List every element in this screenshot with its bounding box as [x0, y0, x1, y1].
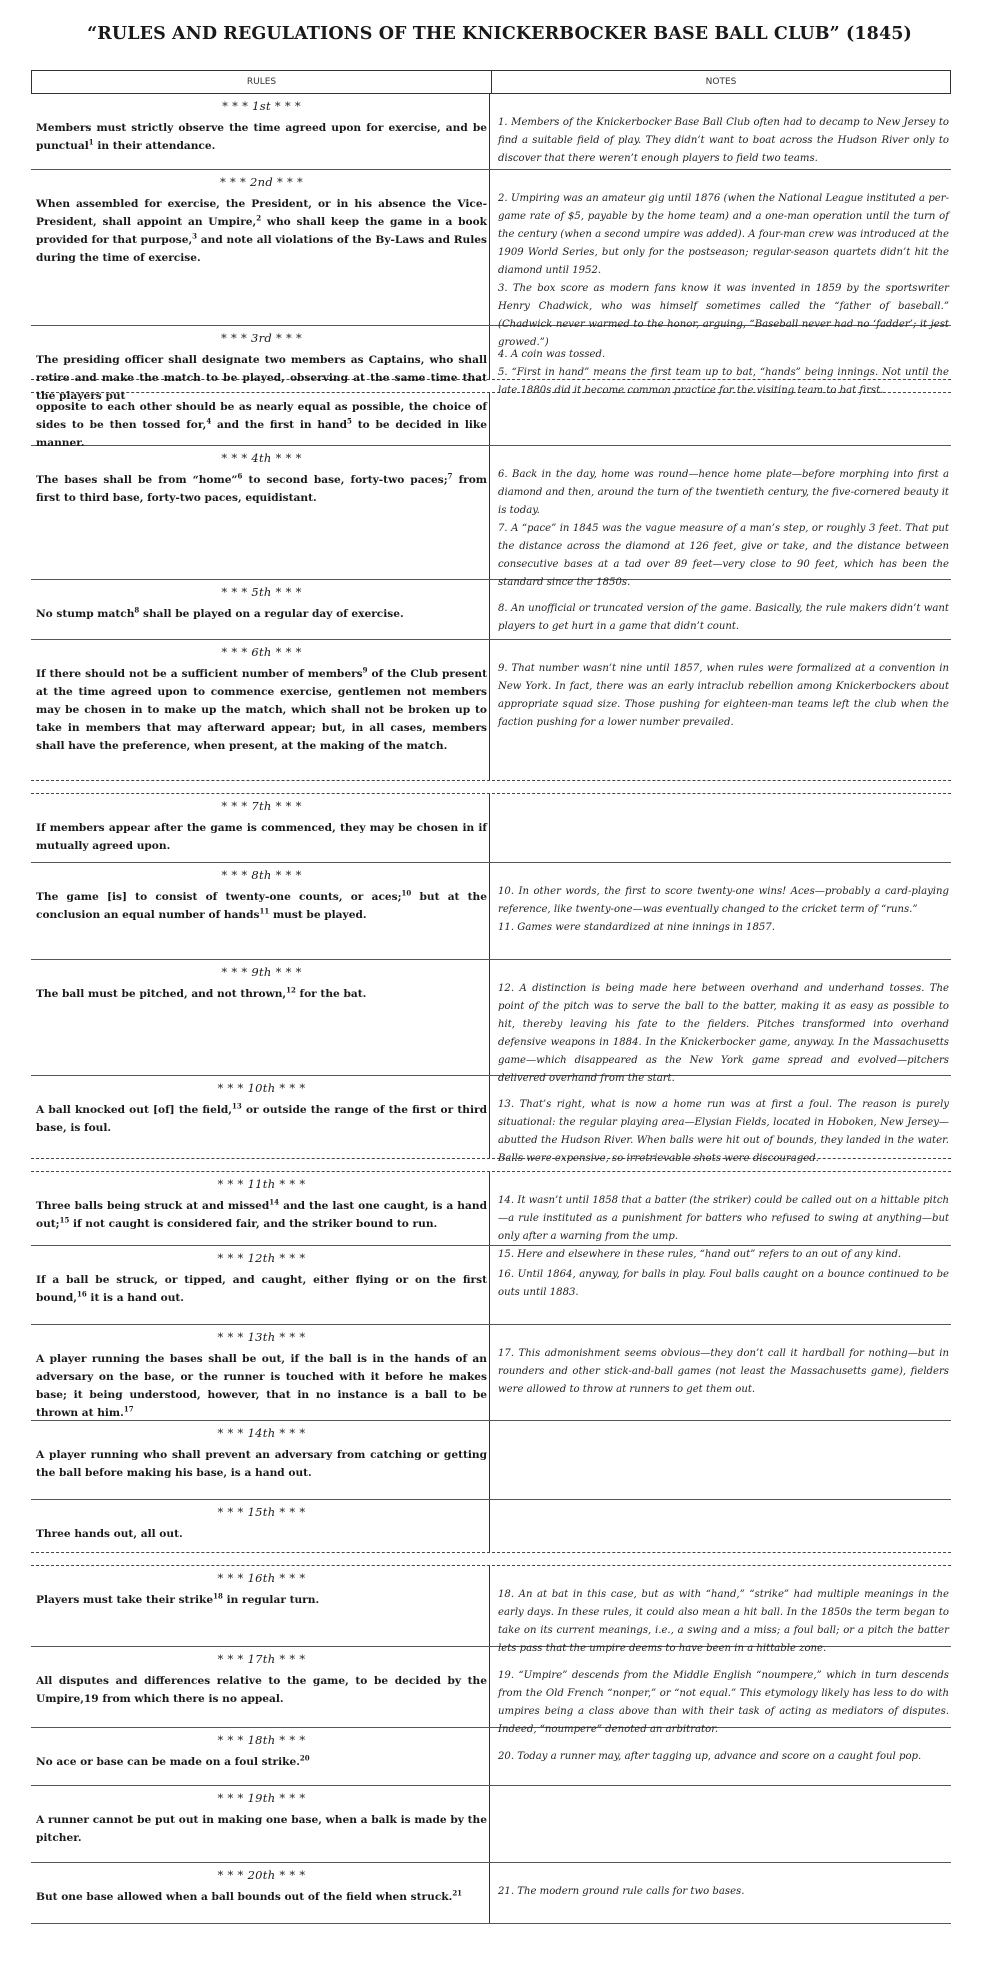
footnote: 6. Back in the day, home was round—hence home plate—before morphing into first a diamond and then, around the turn of the twentieth century, the five-cornered beauty it is today. [498, 469, 949, 516]
rule-cell [31, 1863, 490, 1923]
rule-cell [31, 960, 490, 1075]
rule-text-segment: shall be played on a regular day of exercise. [139, 608, 404, 620]
rule-row [31, 393, 951, 449]
rules-column-header: RULES [32, 71, 492, 93]
rule-text-segment: A runner cannot be put out in making one base, when a balk is made by the pitcher. [36, 1814, 487, 1844]
article-number: * * * 11th * * * [217, 1177, 306, 1191]
article-number: * * * 4th * * * [221, 451, 302, 465]
rule-text-segment: Three balls being struck at and missed [36, 1200, 270, 1212]
notes-cell [490, 1325, 951, 1420]
rule-text-segment: The game [is] to consist of twenty-one counts, or aces; [36, 891, 402, 903]
article-number: * * * 8th * * * [221, 868, 302, 882]
rule-row [31, 1076, 951, 1164]
notes-cell [490, 1076, 951, 1164]
rule-cell [31, 1566, 490, 1646]
rule-text-segment: The presiding officer shall designate two members as Captains, who shall retire and make the match to be played, observing at the same time that the players put [36, 354, 487, 402]
rule-cell [31, 446, 490, 579]
rule-text-segment: No ace or base can be made on a foul strike. [36, 1756, 300, 1768]
table-header [31, 70, 951, 94]
footnote: 10. In other words, the first to score twenty-one wins! Aces—probably a card-playing reference, like twenty-one—was eventually changed to the cricket term of “runs.” [498, 886, 949, 915]
footnote-marker: 20 [299, 1753, 310, 1763]
footnote: 1. Members of the Knickerbocker Base Ball Club often had to decamp to New Jersey to find a suitable field of play. They didn’t want to boat across the Hudson River only to discover that there weren’t enough players to field two teams. [498, 117, 949, 164]
rule-text-segment: of the Club present at the time agreed upon to commence exercise, gentlemen not members may be chosen in to make up the match, which shall not be broken up to take in members that may afterward appear; but, in all cases, members shall have the preference, when present, at the making of the match. [36, 668, 488, 752]
rule-text [36, 1197, 487, 1233]
notes-cell [490, 94, 951, 169]
article-number: * * * 12th * * * [217, 1251, 306, 1265]
footnote: 21. The modern ground rule calls for two bases. [498, 1886, 745, 1897]
rule-row [31, 1728, 951, 1786]
rule-text-segment: If a ball be struck, or tipped, and caught, either flying or on the first bound, [36, 1274, 487, 1304]
article-number: * * * 16th * * * [217, 1571, 306, 1585]
rule-text [36, 195, 487, 267]
rule-text [36, 119, 487, 155]
article-number: * * * 3rd * * * [220, 331, 303, 345]
footnote: 12. A distinction is being made here between overhand and underhand tosses. The point of the pitch was to serve the ball to the batter, making it as easy as possible to hit, thereby leaving his fate to the fielders. Pitches transformed into overhand defensive weapons in 1884. In the Knickerbocker game, anyway. In the Massachusetts game—which disappeared as the New York game spread and evolved—pitchers delivered overhand from the start. [498, 983, 949, 1084]
rule-row [31, 794, 951, 863]
rule-text-segment: A ball knocked out [of] the field, [36, 1104, 232, 1116]
notes-cell [490, 170, 951, 348]
notes-cell [490, 960, 951, 1084]
footnote-marker: 6 [237, 471, 243, 481]
rule-cell [31, 1076, 490, 1158]
rule-text-segment: it is a hand out. [86, 1292, 184, 1304]
notes-cell [490, 1421, 951, 1499]
notes-cell [490, 580, 951, 639]
footnote-marker: 21 [452, 1888, 463, 1898]
footnote: 3. The box score as modern fans know it was invented in 1859 by the sportswriter Henry Chadwick, who was himself sometimes called the “father of baseball.” (Chadwick never warmed to the honor, arguing, “Baseball never had no ‘fadder’; it jest growed.”) [498, 283, 949, 348]
rule-text [36, 1591, 487, 1609]
notes-cell [490, 1863, 951, 1923]
rule-text [36, 1753, 487, 1771]
rule-text-segment: No stump match [36, 608, 135, 620]
notes-cell [490, 794, 951, 862]
rule-text-segment: and note all violations of the By-Laws and Rules during the time of exercise. [36, 234, 487, 264]
notes-cell [490, 1647, 951, 1735]
rule-row [31, 1500, 951, 1552]
rule-row [31, 94, 951, 170]
rule-row [31, 960, 951, 1084]
rule-text-segment: in their attendance. [93, 140, 216, 152]
rule-text [36, 605, 487, 623]
footnote-marker: 5 [347, 416, 352, 426]
rule-cell [31, 1325, 490, 1420]
rules-table [31, 70, 951, 1924]
footnote-marker: 16 [76, 1289, 87, 1299]
rule-text [36, 398, 487, 452]
article-number: * * * 5th * * * [221, 585, 302, 599]
rule-text-segment: A player running the bases shall be out, if the ball is in the hands of an adversary on the base, or the runner is touched with it before he makes base; it being understood, however, that in no instance is a ball to be thrown at him. [36, 1353, 487, 1419]
footnote-marker: 4 [206, 416, 212, 426]
rule-cell [31, 1500, 490, 1552]
rule-row [31, 1786, 951, 1863]
rule-text [36, 1811, 487, 1847]
rule-row [31, 1421, 951, 1500]
page-break-gap [31, 781, 951, 793]
rule-text [36, 1525, 487, 1543]
notes-cell [490, 1500, 951, 1552]
rule-cell [31, 640, 490, 780]
rule-text [36, 1888, 487, 1906]
article-number: * * * 2nd * * * [219, 175, 304, 189]
rule-cell [31, 94, 490, 169]
footnote-marker: 8 [134, 605, 140, 615]
footnote: 9. That number wasn’t nine until 1857, when rules were formalized at a convention in New York. In fact, there was an early intraclub rebellion among Knickerbockers about appropriate squad size. Those pushing for eighteen-man teams left the club when the faction pushing for a lower number prevailed. [498, 663, 949, 728]
footnote: 16. Until 1864, anyway, for balls in play. Foul balls caught on a bounce continued to be outs until 1883. [498, 1269, 949, 1298]
article-number: * * * 9th * * * [221, 965, 302, 979]
footnote-marker: 10 [401, 888, 412, 898]
notes-cell [490, 1728, 951, 1785]
rule-cell [31, 794, 490, 862]
rule-row [31, 1863, 951, 1924]
rule-cell [31, 1647, 490, 1727]
rule-row [31, 1647, 951, 1735]
rule-text-segment: If members appear after the game is commenced, they may be chosen in if mutually agreed upon. [36, 822, 487, 852]
article-number: * * * 13th * * * [217, 1330, 306, 1344]
article-number: * * * 7th * * * [221, 799, 302, 813]
rule-row [31, 1325, 951, 1421]
notes-column-header: NOTES [705, 77, 737, 87]
rule-text [36, 1350, 487, 1422]
notes-cell [490, 863, 951, 959]
notes-cell [490, 1566, 951, 1654]
rule-text-segment: opposite to each other should be as nearly equal as possible, the choice of sides to be then tossed for, [36, 401, 487, 431]
footnote: 17. This admonishment seems obvious—they don’t call it hardball for nothing—but in rounders and other stick-and-ball games (not least the Massachusetts game), fielders were allowed to throw at runners to get them out. [498, 1348, 949, 1395]
rule-row [31, 580, 951, 640]
article-number: * * * 17th * * * [217, 1652, 306, 1666]
footnote: 20. Today a runner may, after tagging up, advance and score on a caught foul pop. [498, 1751, 922, 1762]
rule-text-segment: Players must take their strike [36, 1594, 214, 1606]
rules-body [31, 94, 951, 1924]
article-number: * * * 1st * * * [222, 99, 301, 113]
rule-text-segment: But one base allowed when a ball bounds out of the field when struck. [36, 1891, 453, 1903]
footnote-marker: 13 [232, 1101, 242, 1111]
footnote: 7. A “pace” in 1845 was the vague measure of a man’s step, or roughly 3 feet. That put the distance across the diamond at 126 feet, give or take, and the distance between consecutive bases at a tad over 89 feet—very close to 90 feet, which has been the standard since the 1850s. [498, 523, 949, 588]
article-number: * * * 20th * * * [217, 1868, 306, 1882]
footnote-marker: 15 [59, 1215, 70, 1225]
footnote: 18. An at bat in this case, but as with “hand,” “strike” had multiple meanings in the early days. In these rules, it could also mean a hit ball. In the 1850s the term began to take on its current meanings, i.e., a swing and a miss; a foul ball; or a pitch the batter lets pass that the umpire deems to have been in a hittable zone. [498, 1589, 949, 1654]
rule-text-segment: from first to third base, forty-two paces, equidistant. [36, 474, 487, 504]
footnote: 13. That’s right, what is now a home run was at first a foul. The reason is purely situational: the regular playing area—Elysian Fields, located in Hoboken, New Jersey—abutted the Hudson River. When balls were hit out of bounds, they landed in the water. Balls were expensive, so irretrievable shots were discouraged. [498, 1099, 949, 1164]
notes-cell [490, 446, 951, 588]
footnote: 4. A coin was tossed. [498, 349, 606, 360]
rule-row [31, 1566, 951, 1654]
article-number: * * * 10th * * * [217, 1081, 306, 1095]
article-number: * * * 15th * * * [217, 1505, 306, 1519]
notes-cell [490, 1786, 951, 1862]
notes-cell [490, 640, 951, 780]
rule-text-segment: but at the conclusion an equal number of hands [36, 891, 487, 921]
footnote: 19. “Umpire” descends from the Middle English “noumpere,” which in turn descends from the Old French “nonper,” or “not equal.” This etymology likely has less to do with umpires being a class above than with their task of acting as mediators of disputes. Indeed, “noumpere” denoted an arbitrator. [498, 1670, 949, 1735]
rule-row [31, 1246, 951, 1325]
rule-cell [31, 580, 490, 639]
footnote: 14. It wasn’t until 1858 that a batter (the striker) could be called out on a hittable pitch—a rule instituted as a punishment for batters who refused to swing at anything—but only after a warning from the ump. [498, 1195, 949, 1242]
rule-cell [31, 170, 490, 325]
rule-text-segment: must be played. [269, 909, 367, 921]
footnote: 8. An unofficial or truncated version of the game. Basically, the rule makers didn’t want players to get hurt in a game that didn’t count. [498, 603, 949, 632]
article-number: * * * 14th * * * [217, 1426, 306, 1440]
footnote-marker: 14 [269, 1197, 280, 1207]
notes-cell [490, 1172, 951, 1260]
rule-text-segment: if not caught is considered fair, and the striker bound to run. [69, 1218, 438, 1230]
rule-text-segment: If there should not be a sufficient number of members [36, 668, 363, 680]
rule-row [31, 640, 951, 780]
rule-text [36, 471, 487, 507]
article-number: * * * 6th * * * [221, 645, 302, 659]
rule-text-segment: A player running who shall prevent an adversary from catching or getting the ball before making his base, is a hand out. [36, 1449, 487, 1479]
rule-cell [31, 1421, 490, 1499]
notes-cell [490, 326, 951, 396]
page-title: “RULES AND REGULATIONS OF THE KNICKERBOCKER BASE BALL CLUB” (1845) [87, 24, 912, 44]
rule-cell [31, 1786, 490, 1862]
footnote-marker: 2 [256, 213, 262, 223]
rule-text-segment: The ball must be pitched, and not thrown, [36, 988, 287, 1000]
rule-text-segment: for the bat. [295, 988, 367, 1000]
rule-row [31, 446, 951, 588]
footnote: 5. “First in hand” means the first team up to bat, “hands” being innings. Not until the late 1880s did it become common practice for the visiting team to bat first. [498, 367, 949, 396]
rule-text [36, 665, 487, 755]
rule-text [36, 888, 487, 924]
rule-text-segment: Three hands out, all out. [36, 1528, 183, 1540]
rule-cell [31, 393, 490, 449]
page-break-gap [31, 1553, 951, 1565]
footnote-marker: 11 [259, 906, 270, 916]
rule-text [36, 1101, 487, 1137]
footnote-marker: 12 [286, 985, 296, 995]
rule-text-segment: who shall keep the game in a book provided for that purpose, [36, 216, 487, 246]
footnote-marker: 7 [447, 471, 453, 481]
article-number: * * * 18th * * * [217, 1733, 306, 1747]
rule-text [36, 1446, 487, 1482]
notes-cell [490, 393, 951, 445]
rule-text [36, 1271, 487, 1307]
rule-cell [31, 863, 490, 959]
article-number: * * * 19th * * * [217, 1791, 306, 1805]
notes-cell [490, 1246, 951, 1324]
footnote-marker: 17 [123, 1404, 134, 1414]
rule-cell [31, 326, 490, 402]
rule-text-segment: and the last one caught, is a hand out; [36, 1200, 487, 1230]
rule-text [36, 819, 487, 855]
rule-cell [31, 1728, 490, 1785]
footnote-marker: 9 [362, 665, 368, 675]
rule-text-segment: The bases shall be from “home” [36, 474, 238, 486]
rule-text-segment: Members must strictly observe the time agreed upon for exercise, and be punctual [36, 122, 487, 152]
footnote: 11. Games were standardized at nine innings in 1857. [498, 922, 775, 933]
rule-text [36, 1672, 487, 1708]
footnote-marker: 3 [192, 231, 198, 241]
footnote: 15. Here and elsewhere in these rules, “hand out” refers to an out of any kind. [498, 1249, 902, 1260]
footnote-marker: 1 [88, 137, 94, 147]
rule-text [36, 985, 487, 1003]
rule-cell [31, 1172, 490, 1245]
rule-row [31, 326, 951, 402]
rule-text-segment: and the first in hand [211, 419, 348, 431]
rule-text-segment: All disputes and differences relative to the game, to be decided by the Umpire,19 from which there is no appeal. [36, 1675, 487, 1705]
rule-cell [31, 1246, 490, 1324]
footnote: 2. Umpiring was an amateur gig until 1876 (when the National League instituted a per-game rate of $5, payable by the home team) and a one-man operation until the turn of the century (when a second umpire was added). A four-man crew was introduced at the 1909 World Series, but only for the postseason; regular-season quartets didn’t hit the diamond until 1952. [498, 193, 949, 276]
rule-row [31, 863, 951, 960]
rule-text-segment: in regular turn. [222, 1594, 320, 1606]
footnote-marker: 18 [213, 1591, 223, 1601]
rule-text-segment: When assembled for exercise, the President, or in his absence the Vice-President, shall appoint an Umpire, [36, 198, 487, 228]
rule-text-segment: to be decided in like manner. [36, 419, 488, 449]
rule-text-segment: or outside the range of the first or third base, is foul. [36, 1104, 487, 1134]
rule-text-segment: to second base, forty-two paces; [242, 474, 448, 486]
